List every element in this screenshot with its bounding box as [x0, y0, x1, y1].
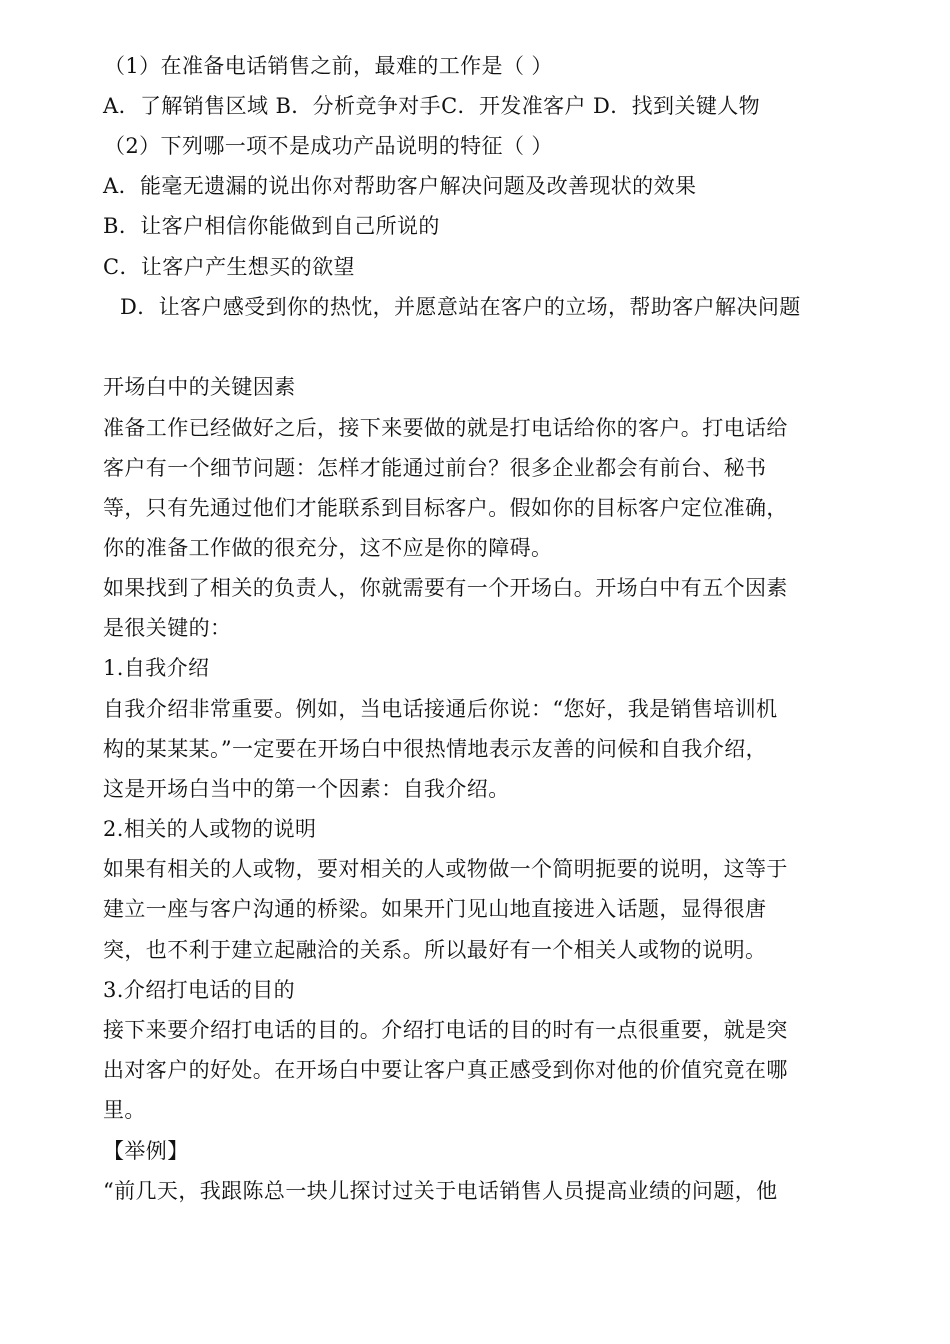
intro-line: 是很关键的：	[103, 616, 232, 640]
intro-line: 客户有一个细节问题：怎样才能通过前台？很多企业都会有前台、秘书	[103, 456, 767, 480]
example-line: “前几天，我跟陈总一块儿探讨过关于电话销售人员提高业绩的问题，他	[103, 1179, 778, 1203]
question-1-stem: （1）在准备电话销售之前，最难的工作是（ ）	[104, 54, 553, 78]
question-2-option-b: B．让客户相信你能做到自己所说的	[103, 214, 440, 238]
example-label: 【举例】	[103, 1139, 189, 1163]
question-2-option-a: A．能毫无遗漏的说出你对帮助客户解决问题及改善现状的效果	[103, 174, 697, 198]
item-1-line: 自我介绍非常重要。例如，当电话接通后你说：“您好，我是销售培训机	[103, 697, 778, 721]
item-3-heading: 3.介绍打电话的目的	[103, 978, 296, 1002]
item-1-line: 构的某某某。”一定要在开场白中很热情地表示友善的问候和自我介绍，	[103, 737, 768, 761]
item-2-line: 如果有相关的人或物，要对相关的人或物做一个简明扼要的说明，这等于	[103, 857, 788, 881]
item-2-line: 建立一座与客户沟通的桥梁。如果开门见山地直接进入话题，显得很唐	[103, 897, 767, 921]
intro-line: 等，只有先通过他们才能联系到目标客户。假如你的目标客户定位准确，	[103, 496, 788, 520]
intro-line: 你的准备工作做的很充分，这不应是你的障碍。	[103, 536, 553, 560]
item-1-line: 这是开场白当中的第一个因素：自我介绍。	[103, 777, 510, 801]
intro-line: 如果找到了相关的负责人，你就需要有一个开场白。开场白中有五个因素	[103, 576, 788, 600]
item-3-line: 里。	[103, 1098, 146, 1122]
item-2-heading: 2.相关的人或物的说明	[103, 817, 317, 841]
item-3-line: 接下来要介绍打电话的目的。介绍打电话的目的时有一点很重要，就是突	[103, 1018, 788, 1042]
question-2-option-d: D．让客户感受到你的热忱，并愿意站在客户的立场，帮助客户解决问题	[120, 295, 801, 319]
question-2-stem: （2）下列哪一项不是成功产品说明的特征（ ）	[104, 134, 553, 158]
question-1-options: A．了解销售区域 B．分析竞争对手C．开发准客户 D．找到关键人物	[103, 94, 761, 118]
item-3-line: 出对客户的好处。在开场白中要让客户真正感受到你对他的价值究竟在哪	[103, 1058, 788, 1082]
intro-line: 准备工作已经做好之后，接下来要做的就是打电话给你的客户。打电话给	[103, 416, 788, 440]
item-1-heading: 1.自我介绍	[103, 656, 210, 680]
item-2-line: 突，也不利于建立起融洽的关系。所以最好有一个相关人或物的说明。	[103, 938, 767, 962]
section-title: 开场白中的关键因素	[103, 375, 296, 399]
question-2-option-c: C．让客户产生想买的欲望	[103, 255, 355, 279]
